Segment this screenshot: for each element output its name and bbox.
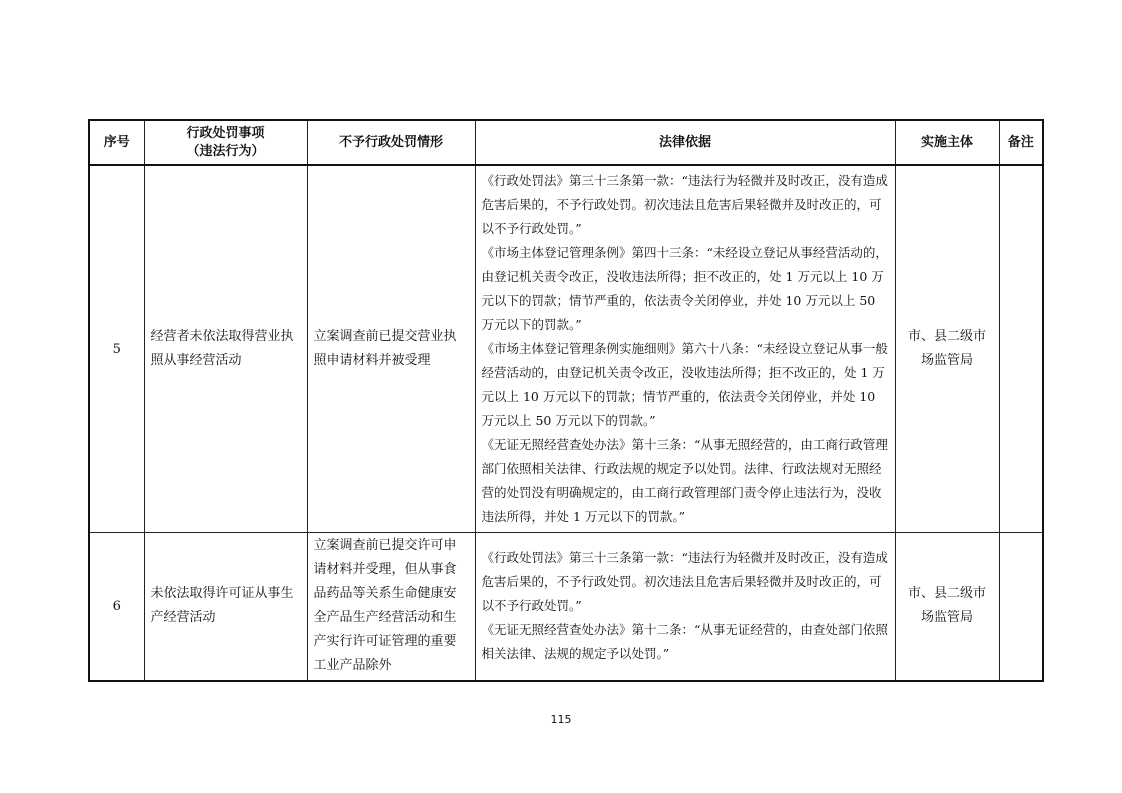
header-notes: 备注 (999, 120, 1043, 165)
header-row (89, 120, 1043, 165)
basis-paragraph: 《行政处罚法》第三十三条第一款：“违法行为轻微并及时改正，没有造成危害后果的，不予行政处罚。初次违法且危害后果轻微并及时改正的，可以不予行政处罚。” (481, 173, 888, 236)
basis-paragraph: 《市场主体登记管理条例实施细则》第六十八条：“未经设立登记从事一般经营活动的，由登记机关责令改正，没收违法所得；拒不改正的，处 1 万元以上 10 万元以下的罚款；情节严重的，依法责令关闭停业，并处 10 万元以上 50 万元以下的罚款。” (481, 341, 888, 428)
cell-seq: 5 (89, 165, 144, 533)
cell-subject: 市、县二级市场监管局 (895, 165, 999, 533)
cell-exempt: 立案调查前已提交许可申请材料并受理，但从事食品药品等关系生命健康安全产品生产经营活动和生产实行许可证管理的重要工业产品除外 (307, 533, 475, 681)
header-basis: 法律依据 (475, 120, 895, 165)
table-row (89, 165, 1043, 533)
table-header (89, 120, 1043, 165)
basis-paragraph: 《无证无照经营查处办法》第十二条：“从事无证经营的，由查处部门依照相关法律、法规的规定予以处罚。” (481, 622, 888, 662)
cell-basis (475, 533, 895, 681)
cell-notes (999, 533, 1043, 681)
basis-paragraph: 《无证无照经营查处办法》第十三条：“从事无照经营的，由工商行政管理部门依照相关法律、行政法规的规定予以处罚。法律、行政法规对无照经营的处罚没有明确规定的，由工商行政管理部门责令停止违法行为，没收违法所得，并处 1 万元以下的罚款。” (481, 437, 888, 524)
table-row (89, 533, 1043, 681)
header-item (144, 120, 307, 165)
cell-exempt: 立案调查前已提交营业执照申请材料并被受理 (307, 165, 475, 533)
header-subject: 实施主体 (895, 120, 999, 165)
cell-item: 经营者未依法取得营业执照从事经营活动 (144, 165, 307, 533)
page-number: 115 (550, 713, 572, 726)
cell-seq: 6 (89, 533, 144, 681)
header-item-line1: 行政处罚事项 (186, 125, 265, 141)
header-item-line2: （违法行为） (186, 143, 265, 159)
penalty-table (88, 119, 1044, 682)
table-body (89, 165, 1043, 681)
cell-item: 未依法取得许可证从事生产经营活动 (144, 533, 307, 681)
basis-paragraph: 《行政处罚法》第三十三条第一款：“违法行为轻微并及时改正，没有造成危害后果的，不予行政处罚。初次违法且危害后果轻微并及时改正的，可以不予行政处罚。” (481, 550, 888, 614)
basis-paragraph: 《市场主体登记管理条例》第四十三条：“未经设立登记从事经营活动的，由登记机关责令改正，没收违法所得；拒不改正的，处 1 万元以上 10 万元以下的罚款；情节严重的，依法责令关闭停业，并处 10 万元以上 50 万元以下的罚款。” (481, 245, 888, 332)
cell-notes (999, 165, 1043, 533)
cell-subject: 市、县二级市场监管局 (895, 533, 999, 681)
cell-basis (475, 165, 895, 533)
header-seq: 序号 (89, 120, 144, 165)
header-exempt: 不予行政处罚情形 (307, 120, 475, 165)
